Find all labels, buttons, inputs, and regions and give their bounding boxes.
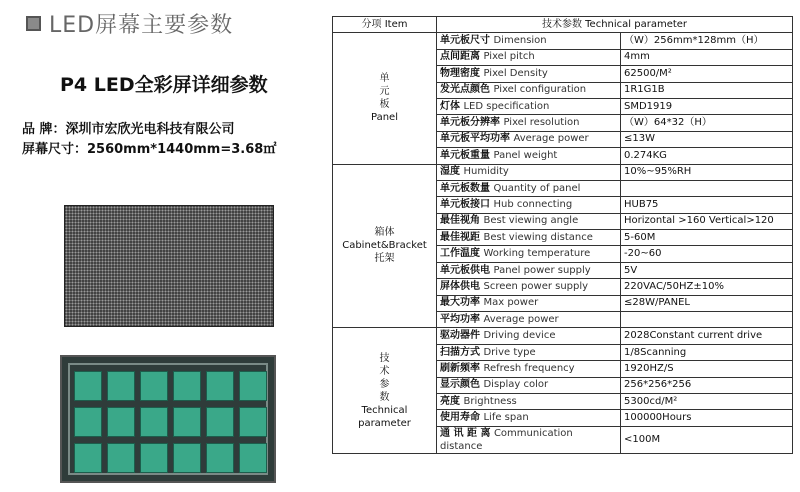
param-name-zh: 单元板分辨率 <box>440 117 500 129</box>
param-name-cell <box>437 344 621 360</box>
led-panel-back-photo <box>60 355 276 483</box>
param-name-cell <box>437 66 621 82</box>
param-name-cell <box>437 197 621 213</box>
param-name-zh: 单元板接口 <box>440 198 490 210</box>
panel-module <box>107 371 135 401</box>
param-value-cell: 1R1G1B <box>621 82 793 98</box>
param-name-cell <box>437 410 621 426</box>
param-value-cell: SMD1919 <box>621 98 793 114</box>
page-title: LED屏幕主要参数 <box>49 12 234 38</box>
param-name-en: Communication distance <box>440 427 573 452</box>
param-name-cell <box>437 295 621 311</box>
param-name-cell <box>437 180 621 196</box>
panel-module <box>140 443 168 473</box>
param-value-cell <box>621 312 793 328</box>
param-name-zh: 点间距离 <box>440 51 480 63</box>
param-name-en: Best viewing angle <box>483 215 579 227</box>
param-name-zh: 工作温度 <box>440 248 480 260</box>
param-name-cell <box>437 426 621 453</box>
param-value-cell: 5V <box>621 262 793 278</box>
panel-module <box>74 371 102 401</box>
category-cell: 箱体 Cabinet&Bracket 托架 <box>333 164 437 328</box>
param-name-zh: 最佳视角 <box>440 215 480 227</box>
category-cell: 单 元 板 Panel <box>333 33 437 164</box>
param-name-cell <box>437 279 621 295</box>
param-name-zh: 物理密度 <box>440 67 480 79</box>
param-name-en: LED specification <box>463 100 550 112</box>
panel-module <box>173 407 201 437</box>
param-value-cell: 4mm <box>621 49 793 65</box>
param-value-cell: 2028Constant current drive <box>621 328 793 344</box>
table-row <box>333 33 793 49</box>
param-value-cell: HUB75 <box>621 197 793 213</box>
panel-module <box>107 443 135 473</box>
param-name-zh: 单元板数量 <box>440 182 490 194</box>
param-name-en: Refresh frequency <box>483 362 575 374</box>
param-name-cell <box>437 98 621 114</box>
param-name-en: Panel weight <box>493 149 558 161</box>
param-value-cell: 5-60M <box>621 230 793 246</box>
param-value-cell: -20~60 <box>621 246 793 262</box>
panel-module <box>239 371 267 401</box>
page-header <box>26 8 233 38</box>
panel-module <box>140 371 168 401</box>
spec-table <box>332 16 793 454</box>
param-name-cell <box>437 262 621 278</box>
param-value-cell: 1/8Scanning <box>621 344 793 360</box>
param-name-zh: 灯体 <box>440 100 460 112</box>
param-name-zh: 发光点颜色 <box>440 84 490 96</box>
param-name-en: Pixel pitch <box>483 51 535 63</box>
param-name-cell <box>437 131 621 147</box>
table-header-row <box>333 17 793 33</box>
param-name-zh: 单元板平均功率 <box>440 133 510 145</box>
param-name-en: Pixel resolution <box>503 117 580 129</box>
brand-line: 品 牌：深圳市宏欣光电科技有限公司 <box>22 122 235 137</box>
param-name-en: Humidity <box>463 166 509 178</box>
panel-module <box>107 407 135 437</box>
param-value-cell: （W）64*32（H） <box>621 115 793 131</box>
param-name-zh: 最大功率 <box>440 297 480 309</box>
param-name-zh: 平均功率 <box>440 313 480 325</box>
param-name-en: Life span <box>483 412 529 424</box>
param-name-en: Best viewing distance <box>483 232 593 244</box>
square-bullet-icon <box>26 16 41 31</box>
param-name-zh: 最佳视距 <box>440 232 480 244</box>
param-value-cell: 62500/M² <box>621 66 793 82</box>
param-name-zh: 刷新频率 <box>440 362 480 374</box>
param-name-zh: 单元板供电 <box>440 264 490 276</box>
panel-module <box>206 407 234 437</box>
table-row <box>333 164 793 180</box>
panel-module <box>206 371 234 401</box>
param-name-en: Hub connecting <box>493 198 573 210</box>
param-name-cell <box>437 33 621 49</box>
param-name-zh: 使用寿命 <box>440 412 480 424</box>
param-name-zh: 扫描方式 <box>440 346 480 358</box>
param-value-cell: ≤13W <box>621 131 793 147</box>
screen-size-line: 屏幕尺寸：2560mm*1440mm=3.68㎡ <box>22 142 277 157</box>
param-name-en: Drive type <box>483 346 536 358</box>
param-name-cell <box>437 82 621 98</box>
panel-module <box>173 371 201 401</box>
param-name-en: Quantity of panel <box>493 182 581 194</box>
product-subtitle: P4 LED全彩屏详细参数 <box>60 74 268 96</box>
param-name-cell <box>437 164 621 180</box>
param-name-cell <box>437 312 621 328</box>
param-name-zh: 屏体供电 <box>440 280 480 292</box>
param-value-cell: 220VAC/50HZ±10% <box>621 279 793 295</box>
param-name-en: Brightness <box>463 395 517 407</box>
param-name-cell <box>437 377 621 393</box>
param-value-cell: 5300cd/M² <box>621 393 793 409</box>
param-name-cell <box>437 148 621 164</box>
param-name-zh: 单元板重量 <box>440 149 490 161</box>
param-name-en: Driving device <box>483 330 556 342</box>
led-panel-front-photo <box>64 205 274 327</box>
param-name-cell <box>437 246 621 262</box>
panel-module <box>239 443 267 473</box>
param-value-cell: Horizontal >160 Vertical>120 <box>621 213 793 229</box>
param-name-en: Panel power supply <box>493 264 591 276</box>
panel-module <box>206 443 234 473</box>
header-technical-parameter: 技术参数 Technical parameter <box>437 17 793 33</box>
param-value-cell: 100000Hours <box>621 410 793 426</box>
param-name-zh: 显示颜色 <box>440 379 480 391</box>
param-name-en: Screen power supply <box>483 280 589 292</box>
param-name-en: Display color <box>483 379 549 391</box>
param-name-cell <box>437 115 621 131</box>
param-name-en: Average power <box>483 313 559 325</box>
param-name-en: Max power <box>483 297 539 309</box>
param-name-cell <box>437 361 621 377</box>
panel-module <box>74 443 102 473</box>
panel-module <box>74 407 102 437</box>
param-name-en: Average power <box>513 133 589 145</box>
param-value-cell: 0.274KG <box>621 148 793 164</box>
param-name-cell <box>437 49 621 65</box>
param-value-cell: ≤28W/PANEL <box>621 295 793 311</box>
param-value-cell <box>621 180 793 196</box>
param-name-en: Pixel Density <box>483 67 548 79</box>
header-item: 分项 Item <box>333 17 437 33</box>
param-name-en: Pixel configuration <box>493 84 587 96</box>
param-name-zh: 湿度 <box>440 166 460 178</box>
param-name-en: Working temperature <box>483 248 591 260</box>
param-name-zh: 通 讯 距 离 <box>440 427 491 439</box>
param-name-zh: 单元板尺寸 <box>440 35 490 47</box>
param-name-cell <box>437 328 621 344</box>
param-name-cell <box>437 393 621 409</box>
param-value-cell: 10%~95%RH <box>621 164 793 180</box>
param-value-cell: 256*256*256 <box>621 377 793 393</box>
param-name-en: Dimension <box>493 35 547 47</box>
panel-module <box>140 407 168 437</box>
panel-module <box>239 407 267 437</box>
table-row <box>333 328 793 344</box>
category-cell: 技 术 参 数 Technical parameter <box>333 328 437 453</box>
param-value-cell: （W）256mm*128mm（H） <box>621 33 793 49</box>
param-name-cell <box>437 230 621 246</box>
panel-module <box>173 443 201 473</box>
param-name-cell <box>437 213 621 229</box>
param-name-zh: 亮度 <box>440 395 460 407</box>
param-value-cell: 1920HZ/S <box>621 361 793 377</box>
param-name-zh: 驱动器件 <box>440 330 480 342</box>
param-value-cell: <100M <box>621 426 793 453</box>
